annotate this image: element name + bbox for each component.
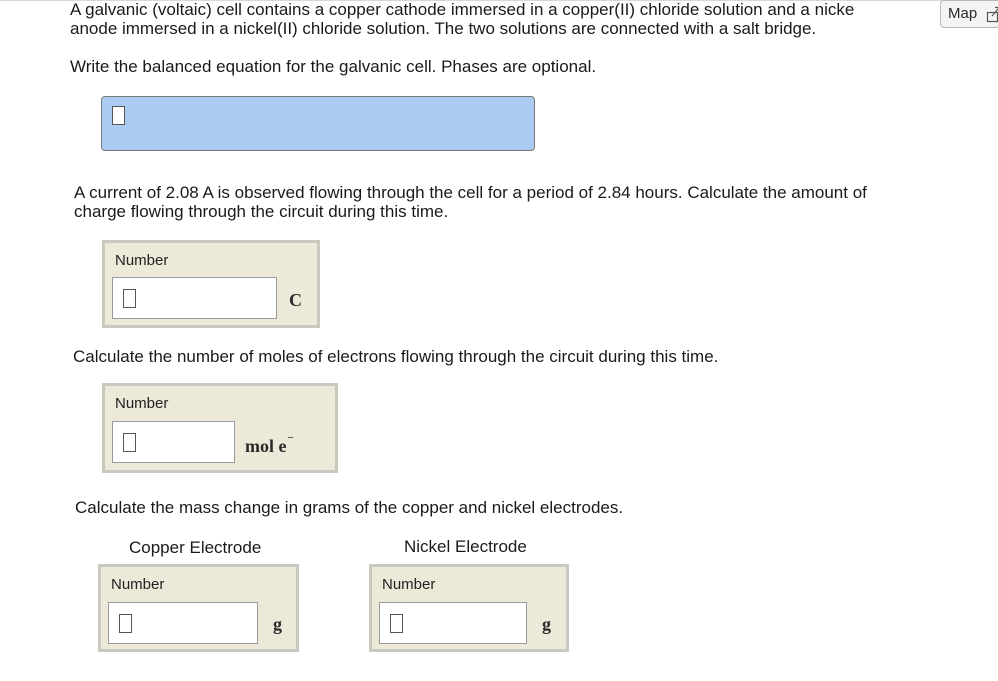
charge-input[interactable] xyxy=(112,277,277,319)
nickel-input-cursor xyxy=(390,614,403,633)
electron-charge-sign: − xyxy=(287,432,294,444)
intro-line-2: anode immersed in a nickel(II) chloride solution. The two solutions are connected with a salt bridge. xyxy=(70,19,817,38)
copper-mass-input[interactable] xyxy=(108,602,258,644)
charge-answer-panel xyxy=(102,240,320,328)
moles-field-label: Number xyxy=(115,395,169,412)
charge-input-cursor xyxy=(123,289,136,308)
charge-field-label: Number xyxy=(115,252,169,269)
moles-input-cursor xyxy=(123,433,136,452)
moles-input[interactable] xyxy=(112,421,235,463)
nickel-mass-input[interactable] xyxy=(379,602,527,644)
map-button-label: Map xyxy=(948,5,978,22)
q1-prompt: Write the balanced equation for the galvanic cell. Phases are optional. xyxy=(70,57,597,76)
nickel-field-label: Number xyxy=(382,576,436,593)
copper-field-label: Number xyxy=(111,576,165,593)
q4-prompt: Calculate the mass change in grams of the copper and nickel electrodes. xyxy=(75,498,624,517)
external-link-icon xyxy=(986,5,998,27)
moles-unit-text: mol e xyxy=(245,436,287,456)
nickel-mass-unit: g xyxy=(542,614,551,634)
map-button[interactable] xyxy=(940,0,998,28)
q2-prompt-line-2: charge flowing through the circuit during this time. xyxy=(74,202,449,221)
nickel-electrode-heading: Nickel Electrode xyxy=(404,537,527,556)
copper-input-cursor xyxy=(119,614,132,633)
equation-editor[interactable] xyxy=(101,96,535,151)
q2-prompt-line-1: A current of 2.08 A is observed flowing through the cell for a period of 2.84 hours. Calculate the amount of xyxy=(74,183,867,202)
moles-answer-panel xyxy=(102,383,338,473)
charge-unit: C xyxy=(289,290,302,310)
copper-answer-panel xyxy=(98,564,299,652)
copper-mass-unit: g xyxy=(273,614,282,634)
nickel-answer-panel xyxy=(369,564,569,652)
q3-prompt: Calculate the number of moles of electrons flowing through the circuit during this time. xyxy=(73,347,719,366)
moles-unit xyxy=(245,432,294,457)
intro-line-1: A galvanic (voltaic) cell contains a copper cathode immersed in a copper(II) chloride solution and a nicke xyxy=(70,0,855,19)
equation-input-cursor[interactable] xyxy=(112,106,125,125)
copper-electrode-heading: Copper Electrode xyxy=(129,538,262,557)
